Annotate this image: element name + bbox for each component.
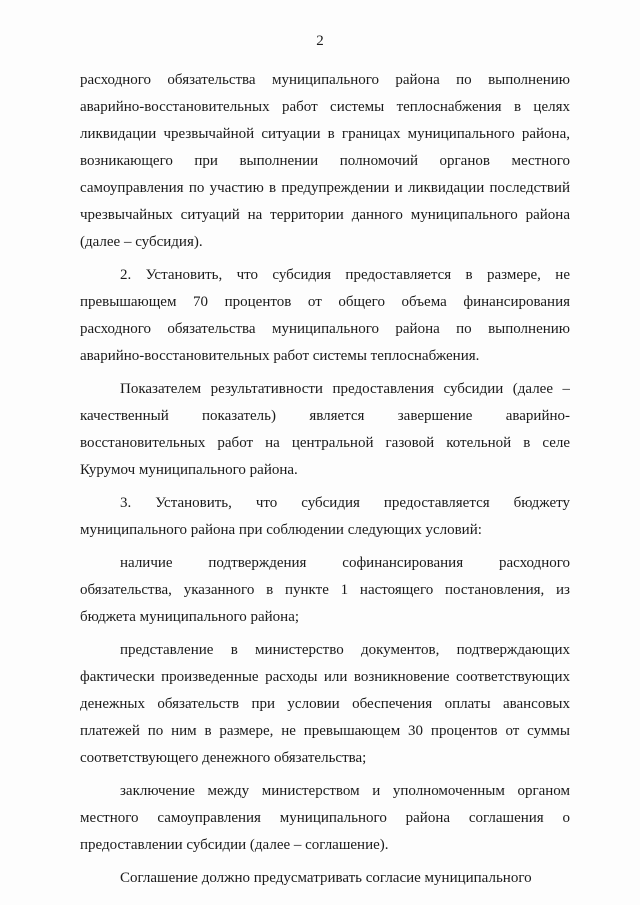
text-line: предоставлении субсидии (далее – соглашение). [80, 837, 389, 853]
text-line: чрезвычайных ситуаций на территории данного муниципального района [80, 207, 570, 223]
paragraph-gap [80, 892, 570, 898]
text-line: 2. Установить, что субсидия предоставляется в размере, не [120, 267, 570, 283]
text-line: денежных обязательств при условии обеспечения оплаты авансовых [80, 696, 570, 712]
text-line: обязательства, указанного в пункте 1 настоящего постановления, из [80, 582, 570, 598]
paragraph [80, 637, 570, 772]
text-line: местного самоуправления муниципального района соглашения о [80, 810, 570, 826]
text-line: Соглашение должно предусматривать согласие муниципального [120, 870, 532, 886]
text-line: платежей по ним в размере, не превышающем 30 процентов от суммы [80, 723, 570, 739]
page-number: 2 [316, 33, 324, 49]
paragraph [80, 550, 570, 631]
text-line: заключение между министерством и уполномоченным органом [120, 783, 570, 799]
paragraph [80, 778, 570, 859]
text-line: аварийно-восстановительных работ системы теплоснабжения в целях [80, 99, 570, 115]
text-line: Показателем результативности предоставления субсидии (далее – [120, 381, 570, 397]
text-line: соответствующего денежного обязательства; [80, 750, 367, 766]
text-line: бюджета муниципального района; [80, 609, 300, 625]
text-line: расходного обязательства муниципального района по выполнению [80, 321, 570, 337]
text-line: (далее – субсидия). [80, 234, 203, 250]
text-line: самоуправления по участию в предупреждении и ликвидации последствий [80, 180, 570, 196]
text-line: Курумоч муниципального района. [80, 462, 298, 478]
text-line: качественный показатель) является завершение аварийно- [80, 408, 570, 424]
text-line: аварийно-восстановительных работ системы теплоснабжения. [80, 348, 480, 364]
document-body [80, 67, 570, 898]
text-line: фактически произведенные расходы или возникновение соответствующих [80, 669, 570, 685]
paragraph [80, 376, 570, 484]
text-line: 3. Установить, что субсидия предоставляется бюджету [120, 495, 570, 511]
paragraph [80, 67, 570, 256]
text-line: наличие подтверждения софинансирования расходного [120, 555, 570, 571]
text-line: представление в министерство документов, подтверждающих [120, 642, 570, 658]
paragraph [80, 262, 570, 370]
paragraph [80, 490, 570, 544]
text-line: расходного обязательства муниципального района по выполнению [80, 72, 570, 88]
text-line: возникающего при выполнении полномочий органов местного [80, 153, 570, 169]
text-line: превышающем 70 процентов от общего объема финансирования [80, 294, 570, 310]
text-line: восстановительных работ на центральной газовой котельной в селе [80, 435, 570, 451]
paragraph [80, 865, 570, 892]
text-line: муниципального района при соблюдении следующих условий: [80, 522, 482, 538]
text-line: ликвидации чрезвычайной ситуации в границах муниципального района, [80, 126, 570, 142]
